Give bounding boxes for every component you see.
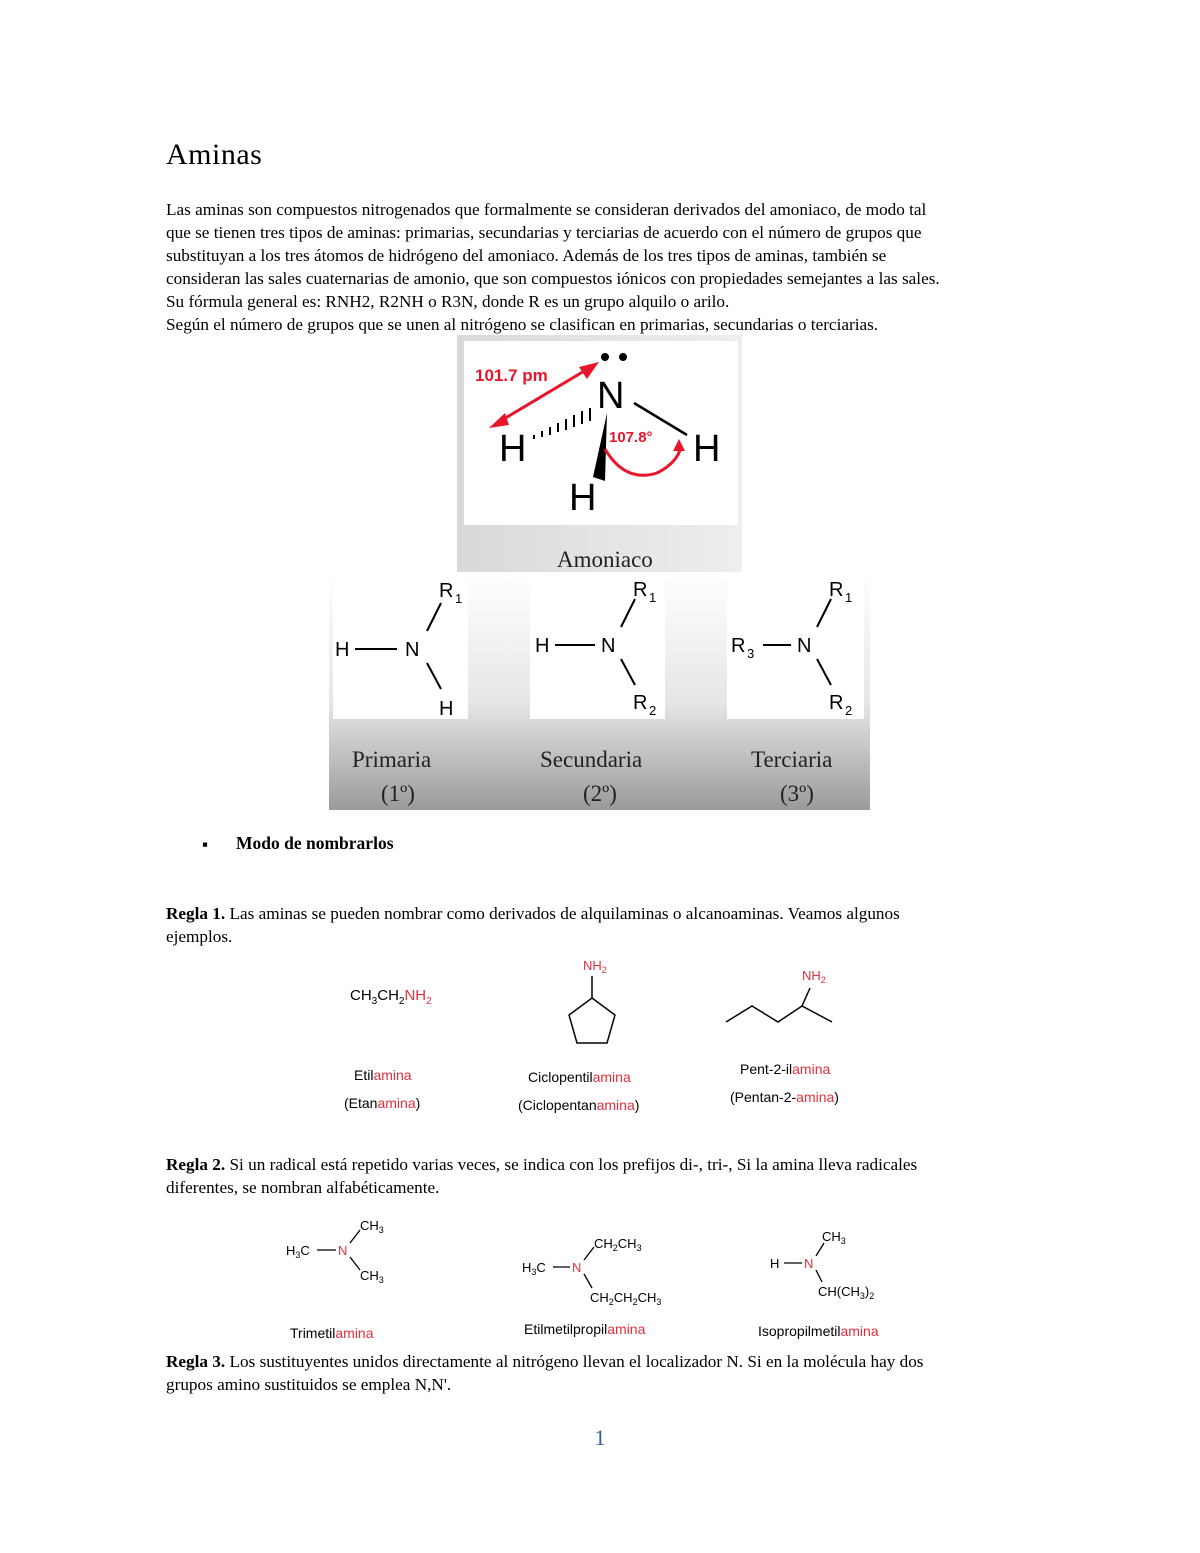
type-degree-secondary: (2º) xyxy=(583,781,617,806)
svg-text:CH2CH2CH3: $CH_2CH_2CH_3$ xyxy=(590,1290,662,1307)
bond-angle-label: 107.8° xyxy=(609,429,653,446)
section-heading: Modo de nombrarlos xyxy=(236,833,394,853)
amine-types-figure xyxy=(329,335,870,810)
rule-text: Los sustituyentes unidos directamente al nitrógeno llevan el localizador N. Si en la molécula hay dos xyxy=(225,1352,924,1371)
type-degree-tertiary: (3º) xyxy=(780,781,814,806)
svg-text:CH(CH3)2: $CH(CH_3)_2$ xyxy=(818,1284,875,1301)
rule-2-examples-figure xyxy=(270,1210,930,1350)
rule-2-title: Regla 2. xyxy=(166,1155,226,1174)
atom-label: H xyxy=(439,698,454,720)
svg-text:(Pentan-2-amina): (Pentan-2-amina) xyxy=(730,1089,839,1105)
type-degree-primary: (1º) xyxy=(381,781,415,806)
rule-line: diferentes, se nombran alfabéticamente. xyxy=(166,1178,440,1197)
bond-length-label: 101.7 pm xyxy=(475,366,548,385)
rule-line xyxy=(166,1153,1034,1176)
svg-text:Ciclopentilamina: Ciclopentilamina xyxy=(528,1069,631,1085)
rule-3-paragraph xyxy=(166,1350,1034,1396)
svg-text:Pent-2-ilamina: Pent-2-ilamina xyxy=(740,1061,831,1077)
example-cyclopentylamine xyxy=(518,958,639,1113)
atom-label: N xyxy=(601,635,616,657)
rule-1-paragraph xyxy=(166,902,1034,948)
example-ethylamine xyxy=(344,987,432,1111)
rule-1-title: Regla 1. xyxy=(166,904,226,923)
atom-label: R xyxy=(633,692,648,714)
atom-subscript: 2 xyxy=(649,703,657,718)
svg-text:N: N xyxy=(804,1256,814,1271)
svg-text:Isopropilmetilamina: Isopropilmetilamina xyxy=(758,1323,879,1339)
intro-line: substituyan a los tres átomos de hidrógeno del amoniaco. Además de los tres tipos de aminas, también se xyxy=(166,246,887,265)
svg-text:Etilmetilpropilamina: Etilmetilpropilamina xyxy=(524,1321,646,1337)
atom-label: N xyxy=(797,635,812,657)
atom-label: N xyxy=(405,639,420,661)
svg-text:Trimetilamina: Trimetilamina xyxy=(290,1325,374,1341)
example-trimethylamine xyxy=(286,1218,384,1341)
rule-1-examples-figure xyxy=(320,950,880,1120)
intro-line: consideran las sales cuaternarias de amonio, que son compuestos iónicos con propiedades semejantes a las sales. xyxy=(166,269,940,288)
intro-line: Las aminas son compuestos nitrogenados que formalmente se consideran derivados del amoniaco, de modo tal xyxy=(166,200,927,219)
svg-text:(Ciclopentanamina): (Ciclopentanamina) xyxy=(518,1097,640,1113)
atom-label: R xyxy=(731,635,746,657)
rule-line xyxy=(166,902,1034,925)
example-pentylamine xyxy=(726,968,839,1105)
intro-line: Su fórmula general es: RNH2, R2NH o R3N, donde R es un grupo alquilo o arilo. xyxy=(166,292,730,311)
svg-text:CH3: $CH_3$ xyxy=(822,1229,846,1246)
intro-paragraph xyxy=(166,198,1034,336)
nitrogen-atom: N xyxy=(597,375,625,417)
type-name-primary: Primaria xyxy=(352,747,432,772)
hydrogen-atom-bottom: H xyxy=(569,477,597,519)
page-title: Aminas xyxy=(166,138,263,171)
atom-subscript: 1 xyxy=(455,591,463,606)
atom-label: R xyxy=(829,692,844,714)
atom-label: H xyxy=(535,635,550,657)
example-ethylmethylpropylamine xyxy=(522,1236,661,1337)
svg-text:N: N xyxy=(338,1243,348,1258)
type-name-tertiary: Terciaria xyxy=(751,747,833,772)
atom-subscript: 2 xyxy=(845,703,853,718)
atom-label: R xyxy=(829,579,844,601)
rule-line: ejemplos. xyxy=(166,927,233,946)
atom-label: H xyxy=(335,639,350,661)
svg-text:N: N xyxy=(572,1260,582,1275)
svg-text:H3C: $H_3C$ xyxy=(522,1260,546,1277)
page-number: 1 xyxy=(594,1425,606,1450)
svg-text:H: H xyxy=(770,1256,780,1271)
rule-3-title: Regla 3. xyxy=(166,1352,226,1371)
atom-subscript: 1 xyxy=(845,590,853,605)
intro-line: Según el número de grupos que se unen al nitrógeno se clasifican en primarias, secundarias o terciarias. xyxy=(166,315,879,334)
example-isopropylmethylamine xyxy=(758,1229,879,1339)
svg-text:CH2CH3: $CH_2CH_3$ xyxy=(594,1236,642,1253)
intro-line: que se tienen tres tipos de aminas: primarias, secundarias y terciarias de acuerdo con el número de grupos que xyxy=(166,223,922,242)
atom-label: R xyxy=(633,579,648,601)
svg-text:CH3: $CH_3$ xyxy=(360,1268,384,1285)
svg-text:Etilamina: Etilamina xyxy=(354,1067,412,1083)
lone-pair-dot xyxy=(601,353,609,361)
rule-2-paragraph xyxy=(166,1153,1034,1199)
rule-line: grupos amino sustituidos se emplea N,N'. xyxy=(166,1375,452,1394)
hydrogen-atom-left: H xyxy=(499,428,527,470)
atom-subscript: 1 xyxy=(649,590,657,605)
lone-pair-dot xyxy=(619,353,627,361)
svg-text:NH2: $NH_2$ xyxy=(802,968,826,985)
svg-text:CH3: $CH_3$ xyxy=(360,1218,384,1235)
rule-line xyxy=(166,1350,1034,1373)
svg-text:H3C: $H_3C$ xyxy=(286,1243,310,1260)
ammonia-caption: Amoniaco xyxy=(557,547,653,572)
atom-label: R xyxy=(439,580,454,602)
hydrogen-atom-right: H xyxy=(693,428,721,470)
svg-text:CH3CH2NH2: $CH_3CH_2NH_2$ xyxy=(350,987,432,1007)
rule-text: Si un radical está repetido varias veces, se indica con los prefijos di-, tri-, Si la amina lleva radicales xyxy=(225,1155,918,1174)
type-name-secondary: Secundaria xyxy=(540,747,643,772)
bullet-marker: ▪ xyxy=(202,835,209,854)
atom-subscript: 3 xyxy=(747,646,755,661)
svg-text:(Etanamina): (Etanamina) xyxy=(344,1095,421,1111)
rule-text: Las aminas se pueden nombrar como derivados de alquilaminas o alcanoaminas. Veamos algunos xyxy=(225,904,900,923)
svg-text:NH2: $NH_2$ xyxy=(583,958,607,975)
